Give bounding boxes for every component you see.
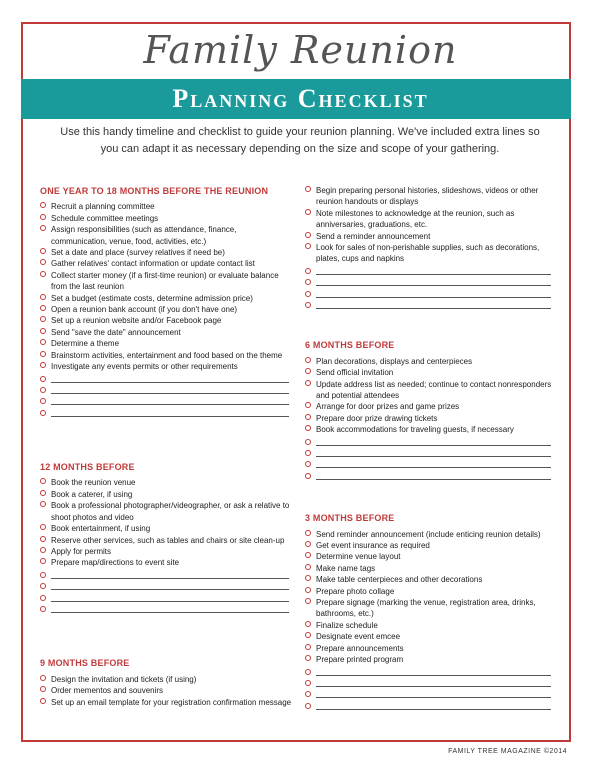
blank-checklist-line[interactable] [305, 436, 555, 447]
checkbox-circle-icon[interactable] [305, 232, 311, 238]
blank-checklist-line[interactable] [40, 395, 293, 406]
checklist-item-text: Prepare announcements [316, 643, 404, 653]
write-in-line [316, 308, 551, 309]
blank-checklist-line[interactable] [40, 407, 293, 418]
checklist-item-text: Book a caterer, if using [51, 489, 133, 499]
checkbox-circle-icon[interactable] [40, 305, 46, 311]
checklist-item[interactable] [40, 523, 293, 534]
right-column [305, 185, 555, 711]
checkbox-circle-icon[interactable] [305, 655, 311, 661]
checklist-item[interactable] [305, 597, 555, 620]
checklist-item-text: Set a date and place (survey relatives if need be) [51, 248, 225, 258]
write-in-line [316, 445, 551, 446]
checkbox-circle-icon[interactable] [305, 564, 311, 570]
blank-checklist-line[interactable] [40, 384, 293, 395]
write-in-line [316, 297, 551, 298]
checklist-item-text: Apply for permits [51, 546, 112, 556]
blank-checklist-line[interactable] [305, 688, 555, 699]
checkbox-circle-icon[interactable] [40, 558, 46, 564]
write-in-line [51, 601, 289, 602]
write-in-line [316, 479, 551, 480]
checkbox-circle-icon[interactable] [40, 478, 46, 484]
checkbox-circle-icon[interactable] [305, 541, 311, 547]
checklist-item[interactable] [305, 185, 555, 208]
section-3-months [305, 513, 555, 711]
checkbox-circle-icon[interactable] [305, 587, 311, 593]
section-9-months-continued [305, 185, 555, 310]
blank-checklist-line[interactable] [305, 700, 555, 711]
checkbox-circle-icon[interactable] [305, 302, 311, 308]
checklist-item-text: Reserve other services, such as tables and chairs or site clean-up [51, 535, 285, 545]
checklist-item[interactable] [305, 401, 555, 412]
checkbox-circle-icon[interactable] [305, 279, 311, 285]
checklist-item-text: Send a reminder announcement [316, 231, 431, 241]
checklist-item[interactable] [305, 540, 555, 551]
blank-checklist-line[interactable] [305, 677, 555, 688]
checklist [40, 201, 293, 418]
checkbox-circle-icon[interactable] [40, 339, 46, 345]
checkbox-circle-icon[interactable] [40, 606, 46, 612]
checkbox-circle-icon[interactable] [305, 439, 311, 445]
checklist-item[interactable] [40, 270, 293, 293]
blank-checklist-line[interactable] [305, 276, 555, 287]
checkbox-circle-icon[interactable] [305, 473, 311, 479]
blank-checklist-line[interactable] [305, 458, 555, 469]
blank-checklist-line[interactable] [40, 580, 293, 591]
checkbox-circle-icon[interactable] [305, 368, 311, 374]
checklist-item[interactable] [305, 586, 555, 597]
checklist-item[interactable] [40, 338, 293, 349]
checklist-item-text: Arrange for door prizes and game prizes [316, 402, 460, 412]
checklist-item[interactable] [40, 546, 293, 557]
write-in-line [51, 404, 289, 405]
blank-checklist-line[interactable] [305, 447, 555, 458]
write-in-line [316, 456, 551, 457]
checkbox-circle-icon[interactable] [40, 398, 46, 404]
checklist-item-text: Designate event emcee [316, 632, 401, 642]
checklist-item[interactable] [305, 231, 555, 242]
blank-checklist-line[interactable] [40, 373, 293, 384]
write-in-line [51, 382, 289, 383]
checklist-item[interactable] [40, 557, 293, 568]
checkbox-circle-icon[interactable] [40, 362, 46, 368]
write-in-line [316, 697, 551, 698]
footer-credit: FAMILY TREE MAGAZINE ©2014 [448, 748, 567, 755]
section-heading: 12 MONTHS BEFORE [40, 462, 135, 473]
checklist-item-text: Get event insurance as required [316, 541, 430, 551]
checklist-item-text: Book the reunion venue [51, 478, 136, 488]
checklist-item[interactable] [40, 500, 293, 523]
section-heading: ONE YEAR TO 18 MONTHS BEFORE THE REUNION [40, 186, 269, 196]
section-heading: 9 MONTHS BEFORE [40, 658, 130, 669]
checklist-item[interactable] [40, 258, 293, 269]
checklist-item[interactable] [305, 620, 555, 631]
section-9-months [40, 658, 293, 708]
checkbox-circle-icon[interactable] [40, 202, 46, 208]
write-in-line [51, 416, 289, 417]
checkbox-circle-icon[interactable] [40, 259, 46, 265]
checklist-item-text: Prepare photo collage [316, 586, 395, 596]
checklist-item[interactable] [305, 529, 555, 540]
checklist-item-text: Recruit a planning committee [51, 202, 155, 212]
checklist-item[interactable] [40, 350, 293, 361]
checklist-item-text: Brainstorm activities, entertainment and food based on the theme [51, 350, 283, 360]
section-heading: 3 MONTHS BEFORE [305, 513, 395, 524]
banner-title: Planning Checklist [172, 84, 429, 113]
checklist-item[interactable] [305, 424, 555, 435]
checkbox-circle-icon[interactable] [40, 547, 46, 553]
checkbox-circle-icon[interactable] [40, 316, 46, 322]
checklist-item-text: Book entertainment, if using [51, 524, 151, 534]
checkbox-circle-icon[interactable] [40, 328, 46, 334]
checkbox-circle-icon[interactable] [305, 575, 311, 581]
checkbox-circle-icon[interactable] [305, 680, 311, 686]
checklist-item-text: Look for sales of non-perishable supplies, such as decorations, plates, cups and napkins [316, 243, 540, 264]
checklist [305, 185, 555, 310]
checklist-item[interactable] [40, 213, 293, 224]
checkbox-circle-icon[interactable] [40, 351, 46, 357]
checklist-item-text: Send reminder announcement (include enticing reunion details) [316, 529, 541, 539]
checklist-item-text: Make name tags [316, 563, 376, 573]
checkbox-circle-icon[interactable] [40, 410, 46, 416]
checklist-item[interactable] [40, 361, 293, 372]
checklist [305, 529, 555, 711]
section-heading: 6 MONTHS BEFORE [305, 340, 395, 351]
write-in-line [316, 274, 551, 275]
checkbox-circle-icon[interactable] [305, 632, 311, 638]
checklist-item-text: Set up a reunion website and/or Facebook page [51, 316, 222, 326]
checklist-item-text: Prepare signage (marking the venue, registration area, drinks, bathrooms, etc.) [316, 598, 536, 619]
checkbox-circle-icon[interactable] [305, 691, 311, 697]
checkbox-circle-icon[interactable] [305, 644, 311, 650]
checkbox-circle-icon[interactable] [40, 248, 46, 254]
checklist-item-text: Gather relatives' contact information or update contact list [51, 259, 255, 269]
checklist-item-text: Assign responsibilities (such as attendance, finance, communication, venue, food, activities, etc.) [51, 225, 237, 246]
checkbox-circle-icon[interactable] [305, 268, 311, 274]
checklist-item-text: Prepare printed program [316, 655, 404, 665]
write-in-line [316, 675, 551, 676]
checklist-item[interactable] [40, 477, 293, 488]
checklist-item-text: Plan decorations, displays and centerpieces [316, 356, 473, 366]
checklist-item[interactable] [40, 293, 293, 304]
write-in-line [51, 589, 289, 590]
blank-checklist-line[interactable] [305, 265, 555, 276]
checklist-item-text: Make table centerpieces and other decorations [316, 575, 483, 585]
checklist-item-text: Determine a theme [51, 339, 120, 349]
blank-checklist-line[interactable] [305, 299, 555, 310]
checklist-item[interactable] [40, 247, 293, 258]
checklist-item-text: Begin preparing personal histories, slideshows, videos or other reunion handouts or displays [316, 186, 539, 207]
checkbox-circle-icon[interactable] [40, 583, 46, 589]
checklist-item[interactable] [40, 201, 293, 212]
checkbox-circle-icon[interactable] [40, 214, 46, 220]
checklist-item-text: Finalize schedule [316, 620, 378, 630]
checklist-item-text: Open a reunion bank account (if you don't have one) [51, 305, 238, 315]
checklist [40, 477, 293, 614]
checklist-item[interactable] [40, 327, 293, 338]
checkbox-circle-icon[interactable] [40, 675, 46, 681]
checkbox-circle-icon[interactable] [305, 450, 311, 456]
checkbox-circle-icon[interactable] [40, 536, 46, 542]
checklist-item[interactable] [40, 489, 293, 500]
write-in-line [51, 393, 289, 394]
checkbox-circle-icon[interactable] [40, 490, 46, 496]
checkbox-circle-icon[interactable] [305, 243, 311, 249]
write-in-line [316, 709, 551, 710]
checklist-item-text: Design the invitation and tickets (if using) [51, 674, 197, 684]
checkbox-circle-icon[interactable] [305, 186, 311, 192]
blank-checklist-line[interactable] [40, 603, 293, 614]
checkbox-circle-icon[interactable] [305, 425, 311, 431]
write-in-line [51, 578, 289, 579]
checkbox-circle-icon[interactable] [305, 621, 311, 627]
checkbox-circle-icon[interactable] [305, 414, 311, 420]
checkbox-circle-icon[interactable] [305, 209, 311, 215]
checklist-item-text: Prepare map/directions to event site [51, 558, 180, 568]
checklist [40, 674, 293, 708]
checklist-item[interactable] [305, 643, 555, 654]
checklist-item[interactable] [305, 551, 555, 562]
checklist-item-text: Investigate any events permits or other requirements [51, 362, 238, 372]
checklist-item[interactable] [40, 697, 293, 708]
checkbox-circle-icon[interactable] [305, 357, 311, 363]
checkbox-circle-icon[interactable] [40, 376, 46, 382]
checklist-item-text: Update address list as needed; continue to contact nonresponders and potential attendees [316, 379, 552, 401]
checkbox-circle-icon[interactable] [305, 291, 311, 297]
checklist-item[interactable] [305, 356, 555, 367]
checklist-item-text: Book accommodations for traveling guests, if necessary [316, 425, 514, 435]
blank-checklist-line[interactable] [305, 470, 555, 481]
checklist-item[interactable] [40, 224, 293, 247]
checklist-item[interactable] [305, 563, 555, 574]
blank-checklist-line[interactable] [305, 666, 555, 677]
write-in-line [316, 467, 551, 468]
checklist-item[interactable] [305, 379, 555, 402]
checklist-item[interactable] [40, 535, 293, 546]
script-title: Family Reunion [143, 28, 458, 72]
checklist-item[interactable] [305, 367, 555, 378]
write-in-line [316, 686, 551, 687]
checklist [305, 356, 555, 481]
checklist-item[interactable] [305, 413, 555, 424]
checklist-item[interactable] [305, 654, 555, 665]
write-in-line [51, 612, 289, 613]
checklist-item[interactable] [40, 304, 293, 315]
checkbox-circle-icon[interactable] [40, 524, 46, 530]
write-in-line [316, 285, 551, 286]
checkbox-circle-icon[interactable] [40, 698, 46, 704]
blank-checklist-line[interactable] [40, 592, 293, 603]
section-12-months [40, 462, 293, 614]
checkbox-circle-icon[interactable] [305, 461, 311, 467]
checklist-item-text: Collect starter money (if a first-time reunion) or evaluate balance from the last reunion [51, 270, 279, 292]
section-6-months [305, 340, 555, 481]
checkbox-circle-icon[interactable] [40, 294, 46, 300]
checkbox-circle-icon[interactable] [305, 703, 311, 709]
checklist-item[interactable] [305, 242, 555, 265]
checklist-item-text: Order mementos and souvenirs [51, 686, 164, 696]
checklist-item[interactable] [40, 685, 293, 696]
checklist-item[interactable] [40, 315, 293, 326]
checklist-item-text: Send official invitation [316, 368, 394, 378]
checkbox-circle-icon[interactable] [305, 552, 311, 558]
checklist-item[interactable] [40, 674, 293, 685]
checkbox-circle-icon[interactable] [305, 380, 311, 386]
checkbox-circle-icon[interactable] [305, 402, 311, 408]
checkbox-circle-icon[interactable] [40, 387, 46, 393]
checklist-item-text: Book a professional photographer/videographer, or ask a relative to shoot photos and video [51, 501, 290, 522]
left-column [40, 186, 293, 708]
checklist-item-text: Set up an email template for your registration confirmation message [51, 697, 292, 707]
checkbox-circle-icon[interactable] [40, 572, 46, 578]
checklist-item-text: Prepare door prize drawing tickets [316, 413, 438, 423]
checklist-item-text: Note milestones to acknowledge at the reunion, such as anniversaries, graduations, etc. [316, 208, 515, 230]
checkbox-circle-icon[interactable] [40, 686, 46, 692]
checklist-item-text: Determine venue layout [316, 552, 401, 562]
checklist-item[interactable] [305, 574, 555, 585]
checkbox-circle-icon[interactable] [40, 225, 46, 231]
checkbox-circle-icon[interactable] [305, 669, 311, 675]
blank-checklist-line[interactable] [305, 288, 555, 299]
checklist-item-text: Send "save the date" announcement [51, 327, 181, 337]
checklist-item[interactable] [305, 208, 555, 231]
checklist-item[interactable] [305, 631, 555, 642]
checkbox-circle-icon[interactable] [40, 501, 46, 507]
section-year [40, 186, 293, 418]
checkbox-circle-icon[interactable] [40, 595, 46, 601]
checklist-item-text: Set a budget (estimate costs, determine admission price) [51, 293, 253, 303]
checklist-item-text: Schedule committee meetings [51, 213, 159, 223]
checkbox-circle-icon[interactable] [40, 271, 46, 277]
blank-checklist-line[interactable] [40, 569, 293, 580]
checkbox-circle-icon[interactable] [305, 598, 311, 604]
intro-text: Use this handy timeline and checklist to guide your reunion planning. We've included extra lines so you can adapt it as necessary depending on the size and scope of your gathering. [60, 126, 540, 155]
checkbox-circle-icon[interactable] [305, 530, 311, 536]
